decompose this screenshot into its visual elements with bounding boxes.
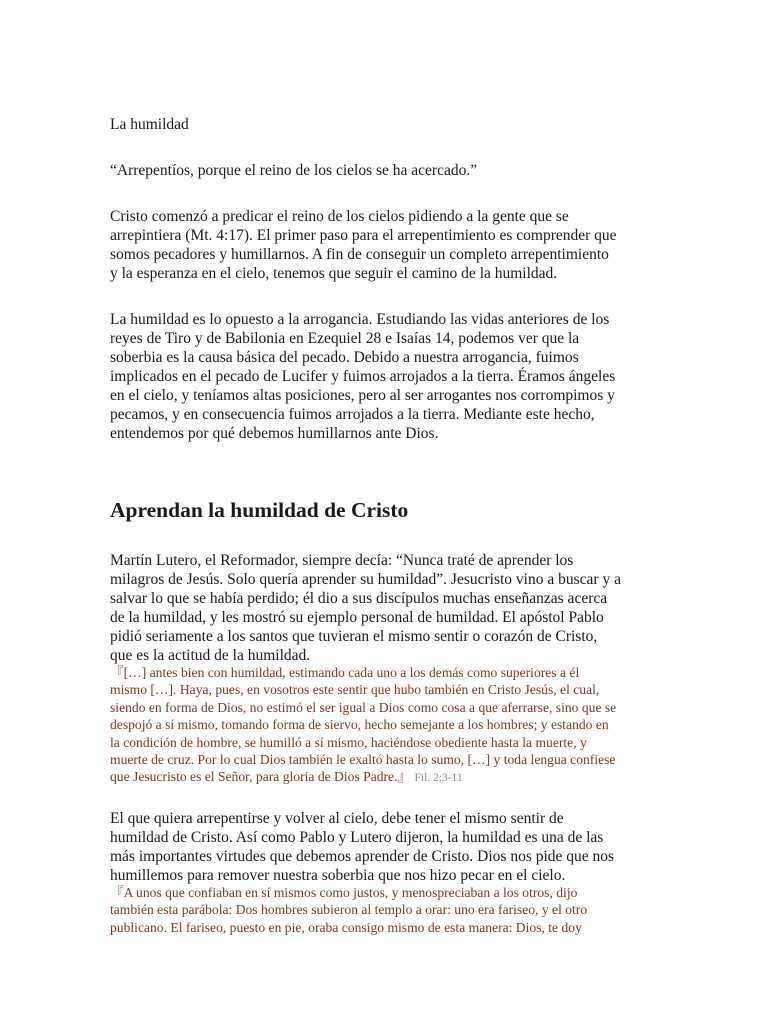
quote-line: muerte de cruz. Por lo cual Dios también le exaltó hasta lo sumo, […] y toda lengua confiese xyxy=(110,752,616,768)
text-line: en el cielo, y teníamos altas posiciones, pero al ser arrogantes nos corrompimos y xyxy=(110,387,615,404)
text-line: arrepintiera (Mt. 4:17). El primer paso para el arrepentimiento es comprender que xyxy=(110,227,617,244)
text-line: Cristo comenzó a predicar el reino de los cielos pidiendo a la gente que se xyxy=(110,208,569,225)
paragraph-intro xyxy=(110,207,656,283)
text-line: El que quiera arrepentirse y volver al cielo, debe tener el mismo sentir de xyxy=(110,810,564,827)
text-line: entendemos por qué debemos humillarnos ante Dios. xyxy=(110,425,439,442)
quote-line: siendo en forma de Dios, no estimó el ser igual a Dios como cosa a que aferrarse, sino que se xyxy=(110,699,617,715)
quote-line: 『[…] antes bien con humildad, estimando cada uno a los demás como superiores a él xyxy=(110,665,580,680)
text-line: soberbia es la causa básica del pecado. Debido a nuestra arrogancia, fuimos xyxy=(110,349,579,366)
text-line: que es la actitud de la humildad. xyxy=(110,647,311,664)
scripture-quote-parable xyxy=(110,884,658,936)
quote-line: publicano. El fariseo, puesto en pie, oraba consigo mismo de esta manera: Dios, te doy xyxy=(110,919,582,935)
text-line: humildad de Cristo. Así como Pablo y Lutero dijeron, la humildad es una de las xyxy=(110,829,604,846)
text-line: La humildad es lo opuesto a la arrogancia. Estudiando las vidas anteriores de los xyxy=(110,311,610,328)
text-line: humillemos para remover nuestra soberbia que nos hizo pecar en el cielo. xyxy=(110,867,566,884)
quote-line: la condición de hombre, se humilló a sí mismo, haciéndose obediente hasta la muerte, y xyxy=(110,734,587,750)
scripture-reference: Fil. 2:3-11 xyxy=(414,772,463,785)
epigraph-quote: “Arrepentíos, porque el reino de los cielos se ha acercado.” xyxy=(110,162,478,179)
text-line: milagros de Jesús. Solo quería aprender su humildad”. Jesucristo vino a buscar y a xyxy=(110,571,621,588)
quote-line xyxy=(110,768,658,787)
text-line: pidió seriamente a los santos que tuvieran el mismo sentir o corazón de Cristo, xyxy=(110,628,598,645)
text-line: reyes de Tiro y de Babilonia en Ezequiel 28 e Isaías 14, podemos ver que la xyxy=(110,330,580,347)
scripture-quote-philippians xyxy=(110,664,658,788)
text-line: salvar lo que se había perdido; él dio a sus discípulos muchas enseñanzas acerca xyxy=(110,590,608,607)
text-line: Martín Lutero, el Reformador, siempre decía: “Nunca traté de aprender los xyxy=(110,552,574,569)
text-line: más importantes virtudes que debemos aprender de Cristo. Dios nos pide que nos xyxy=(110,848,615,865)
text-line: somos pecadores y humillarnos. A fin de conseguir un completo arrepentimiento xyxy=(110,246,609,263)
text-line: pecamos, y en consecuencia fuimos arrojados a la tierra. Mediante este hecho, xyxy=(110,406,595,423)
paragraph-arrogance xyxy=(110,310,656,443)
paragraph-luther xyxy=(110,551,656,665)
quote-text: que Jesucristo es el Señor, para gloria de Dios Padre.』 xyxy=(110,769,412,785)
section-heading: Aprendan la humildad de Cristo xyxy=(110,498,409,522)
text-line: y la esperanza en el cielo, tenemos que seguir el camino de la humildad. xyxy=(110,265,558,282)
paragraph-repent xyxy=(110,809,656,885)
quote-line: 『A unos que confiaban en sí mismos como justos, y menospreciaban a los otros, dijo xyxy=(110,885,578,900)
text-line: implicados en el pecado de Lucifer y fuimos arrojados a la tierra. Éramos ángeles xyxy=(110,368,616,385)
quote-line: también esta parábola: Dos hombres subieron al templo a orar: uno era fariseo, y el otro xyxy=(110,902,588,918)
text-line: de la humildad, y les mostró su ejemplo personal de humildad. El apóstol Pablo xyxy=(110,609,604,626)
quote-line: despojó a sí mismo, tomando forma de siervo, hecho semejante a los hombres; y estando en xyxy=(110,717,609,733)
document-title: La humildad xyxy=(110,116,189,133)
quote-line: mismo […]. Haya, pues, en vosotros este sentir que hubo también en Cristo Jesús, el cual, xyxy=(110,682,600,698)
